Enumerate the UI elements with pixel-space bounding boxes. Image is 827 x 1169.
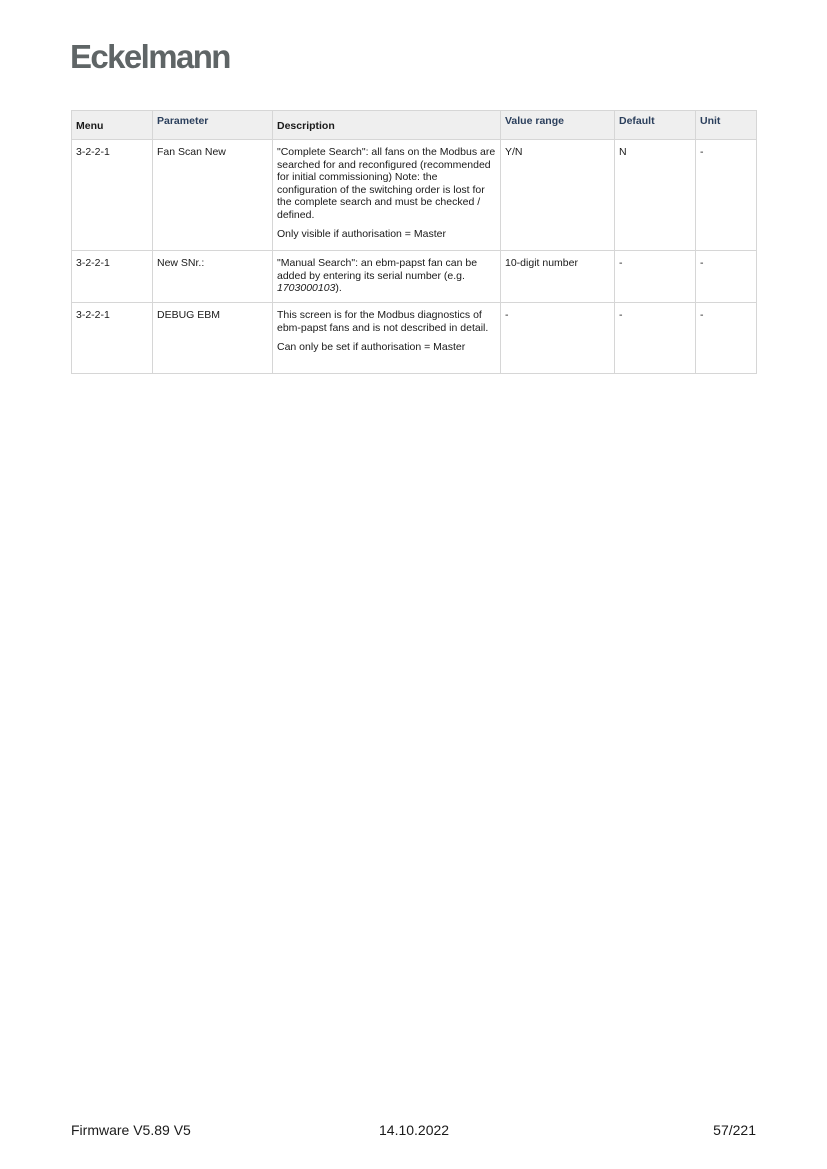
cell-value-range: Y/N xyxy=(501,140,615,251)
header-default: Default xyxy=(615,111,696,140)
table-row xyxy=(72,251,757,303)
footer-page-number: 57/221 xyxy=(713,1122,756,1138)
cell-parameter: New SNr.: xyxy=(153,251,273,303)
cell-value-range: 10-digit number xyxy=(501,251,615,303)
cell-menu: 3-2-2-1 xyxy=(72,303,153,374)
table-row xyxy=(72,140,757,251)
cell-parameter: DEBUG EBM xyxy=(153,303,273,374)
cell-unit: - xyxy=(696,140,757,251)
cell-description xyxy=(273,251,501,303)
parameter-table xyxy=(71,110,757,374)
cell-menu: 3-2-2-1 xyxy=(72,140,153,251)
table-header-row xyxy=(72,111,757,140)
cell-description xyxy=(273,140,501,251)
cell-unit: - xyxy=(696,251,757,303)
cell-value-range: - xyxy=(501,303,615,374)
serial-number-example: 1703000103 xyxy=(277,282,336,294)
header-description: Description xyxy=(273,111,501,140)
cell-default: - xyxy=(615,303,696,374)
cell-menu: 3-2-2-1 xyxy=(72,251,153,303)
description-note: Only visible if authorisation = Master xyxy=(277,228,446,240)
header-menu: Menu xyxy=(72,111,153,140)
description-text: "Complete Search": all fans on the Modbus are searched for and reconfigured (recommended for initial commissioning) Note: the configuration of the switching order is lost for the complete search and must be checked / defined. xyxy=(277,146,496,221)
description-text: This screen is for the Modbus diagnostics of ebm-papst fans and is not described in detail. xyxy=(277,309,489,334)
header-value-range: Value range xyxy=(501,111,615,140)
cell-default: - xyxy=(615,251,696,303)
footer-firmware: Firmware V5.89 V5 xyxy=(71,1122,191,1138)
eckelmann-logo: Eckelmann xyxy=(70,38,230,75)
description-text-end: ). xyxy=(335,282,342,294)
cell-default: N xyxy=(615,140,696,251)
description-text: "Manual Search": an ebm-papst fan can be added by entering its serial number (e.g. xyxy=(277,257,478,282)
table-row xyxy=(72,303,757,374)
header-parameter: Parameter xyxy=(153,111,273,140)
footer-date: 14.10.2022 xyxy=(379,1122,450,1138)
cell-unit: - xyxy=(696,303,757,374)
description-note: Can only be set if authorisation = Master xyxy=(277,341,466,353)
cell-parameter: Fan Scan New xyxy=(153,140,273,251)
cell-description xyxy=(273,303,501,374)
header-unit: Unit xyxy=(696,111,757,140)
